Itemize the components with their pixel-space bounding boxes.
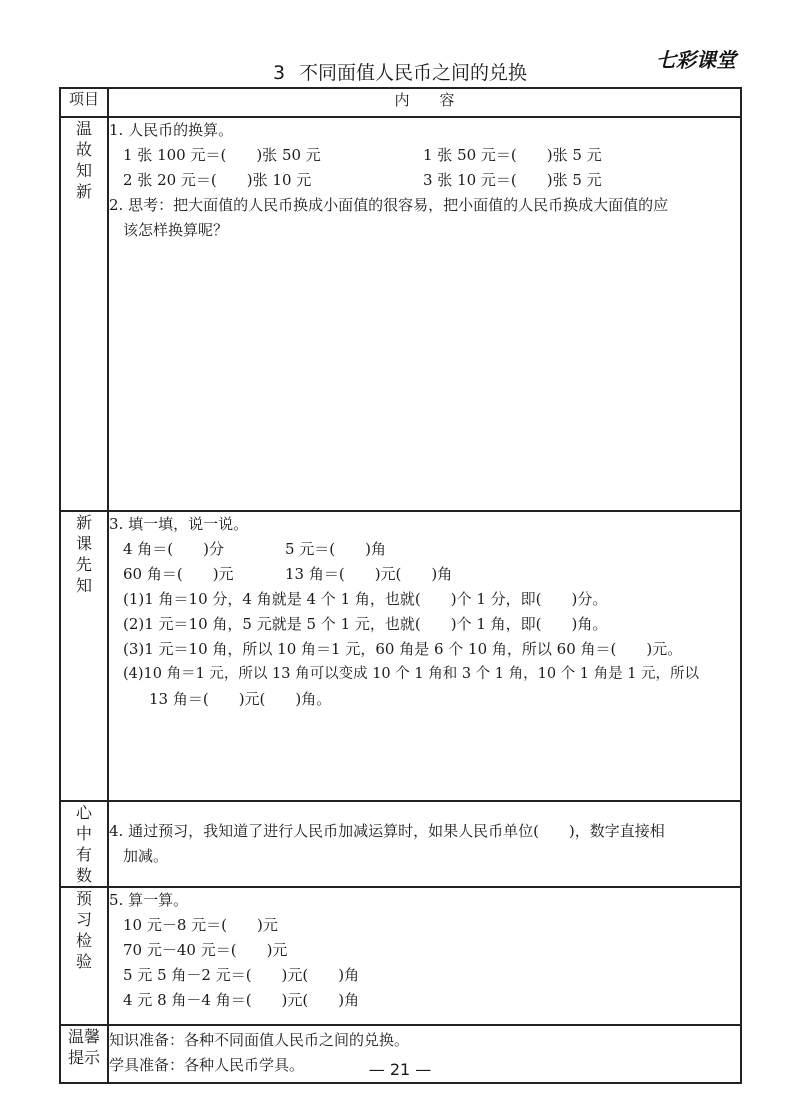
col-header-item: 项目 (60, 88, 108, 117)
q1-row-2 (109, 168, 740, 193)
lesson-table (59, 87, 742, 1084)
lesson-title: 不同面值人民币之间的兑换 (299, 62, 528, 84)
section-new-lesson (60, 511, 741, 801)
q1-r1-left: 1 张 100 元＝( )张 50 元 (123, 146, 321, 164)
logo-text: 七彩课堂 (656, 48, 736, 72)
q3-row-2 (109, 562, 740, 587)
section-check (60, 887, 741, 1025)
q3-item-1: (1)1 角＝10 分，4 角就是 4 个 1 角，也就( )个 1 分，即( )分。 (123, 590, 608, 608)
section-summary (60, 801, 741, 887)
q1-r2-left: 2 张 20 元＝( )张 10 元 (123, 171, 312, 189)
q3-item-3: (3)1 元＝10 角，所以 10 角＝1 元，60 角是 6 个 10 角，所以 60 角＝( )元。 (123, 640, 683, 658)
section-label-tips: 温馨 提示 (60, 1025, 108, 1083)
q3-r1-right: 5 元＝( )角 (285, 540, 387, 558)
q3-r2-right: 13 角＝( )元( )角 (285, 565, 453, 583)
q3-item-4: (4)10 角＝1 元，所以 13 角可以变成 10 个 1 角和 3 个 1 角，10 个 1 角是 1 元，所以 (123, 666, 700, 682)
q1-r1-right: 1 张 50 元＝( )张 5 元 (423, 146, 602, 164)
q5-line-4: 4 元 8 角－4 角＝( )元( )角 (123, 991, 360, 1009)
q1-title: 1. 人民币的换算。 (109, 121, 234, 139)
page-title (180, 58, 620, 85)
tip-2: 学具准备：各种人民币学具。 (109, 1056, 305, 1074)
q5-line-1: 10 元－8 元＝( )元 (123, 916, 278, 934)
q3-row-1 (109, 537, 740, 562)
brand-logo (650, 42, 742, 76)
q4-line-1: 4. 通过预习，我知道了进行人民币加减运算时，如果人民币单位( )，数字直接相 (109, 822, 665, 840)
q2-line-2: 该怎样换算呢？ (123, 221, 229, 239)
section-content-review (108, 117, 741, 511)
lesson-number: 3 (272, 62, 286, 84)
q2-line-1: 2. 思考：把大面值的人民币换成小面值的很容易，把小面值的人民币换成大面值的应 (109, 196, 669, 214)
col-header-content: 内 容 (108, 88, 741, 117)
section-label-review: 温 故 知 新 (60, 117, 108, 511)
table-header-row (60, 88, 741, 117)
section-label-summary: 心 中 有 数 (60, 801, 108, 887)
section-review (60, 117, 741, 511)
q3-item-4-cont: 13 角＝( )元( )角。 (149, 690, 332, 708)
section-content-summary (108, 801, 741, 887)
q3-item-2: (2)1 元＝10 角，5 元就是 5 个 1 元，也就( )个 1 角，即( )角。 (123, 615, 608, 633)
q5-line-3: 5 元 5 角－2 元＝( )元( )角 (123, 966, 360, 984)
tip-1: 知识准备：各种不同面值人民币之间的兑换。 (109, 1031, 410, 1049)
page-number: — 21 — (368, 1060, 432, 1079)
q1-row-1 (109, 143, 740, 168)
q1-r2-right: 3 张 10 元＝( )张 5 元 (423, 171, 602, 189)
q3-title: 3. 填一填，说一说。 (109, 515, 249, 533)
q5-title: 5. 算一算。 (109, 891, 189, 909)
q5-line-2: 70 元－40 元＝( )元 (123, 941, 288, 959)
section-label-check: 预 习 检 验 (60, 887, 108, 1025)
q4-line-2: 加减。 (123, 847, 169, 865)
section-content-check (108, 887, 741, 1025)
logo-graphic (650, 42, 742, 76)
section-label-new-lesson: 新 课 先 知 (60, 511, 108, 801)
q3-r2-left: 60 角＝( )元 (123, 565, 234, 583)
q3-r1-left: 4 角＝( )分 (123, 540, 225, 558)
section-content-new-lesson (108, 511, 741, 801)
